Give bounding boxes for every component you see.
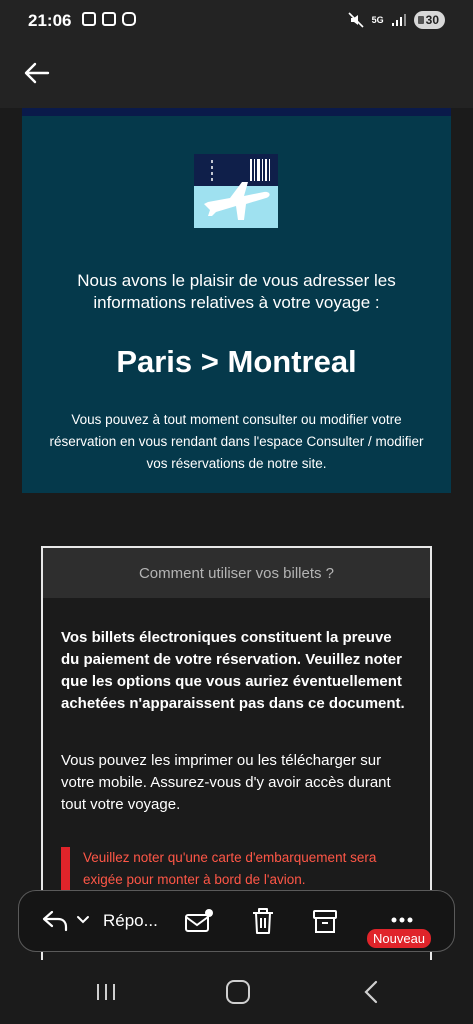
screenshot-icon [82,12,96,26]
archive-icon[interactable] [312,907,338,935]
reservation-note: Vous pouvez à tout moment consulter ou modifier votre réservation en vous rendant dans l'espace Consulter / modifier vos réservations de notre site. [49,412,424,471]
mute-icon [348,12,364,28]
instagram-icon [122,12,136,26]
warning-bar [61,847,70,891]
reply-icon[interactable] [41,908,69,934]
boarding-pass-warning: Veuillez noter qu'une carte d'embarquement sera exigée pour monter à bord de l'avion. [83,850,377,887]
more-icon[interactable] [390,916,414,924]
hero-banner [22,116,451,493]
card-bold-text: Vos billets électroniques constituent la preuve du paiement de votre réservation. Veuillez noter que les options que vous auriez éventuellement achetées n'apparaissent pas dans ce document. [61,629,405,712]
mark-unread-icon[interactable] [184,907,214,935]
notification-icons [82,12,136,26]
network-label: 5G [371,14,384,25]
twitch-icon [102,12,116,26]
status-bar [0,0,473,44]
system-nav-bar [0,960,473,1024]
trash-icon[interactable] [250,906,276,936]
app-bar [0,44,473,108]
chevron-down-icon[interactable] [76,915,90,925]
arrow-left-icon [24,62,50,84]
intro-text: Nous avons le plaisir de vous adresser les informations relatives à votre voyage : [77,271,396,312]
back-icon[interactable] [362,980,380,1004]
signal-icon [392,14,406,26]
home-icon[interactable] [226,980,250,1004]
route-title: Paris > Montreal [116,344,357,379]
battery-icon: 30 [414,11,445,29]
recents-icon[interactable] [95,982,117,1002]
email-action-bar [18,890,455,952]
top-strip [22,108,451,116]
card-header: Comment utiliser vos billets ? [43,548,430,598]
system-icons [348,11,445,29]
new-badge: Nouveau [367,929,431,948]
reply-button-label[interactable]: Répo... [103,911,158,930]
email-body[interactable] [0,108,473,960]
status-time: 21:06 [28,11,72,30]
back-button[interactable] [20,56,54,90]
card-text: Vous pouvez les imprimer ou les télécharger sur votre mobile. Assurez-vous d'y avoir accès durant tout votre voyage. [61,752,391,813]
boarding-pass-icon [194,154,278,228]
